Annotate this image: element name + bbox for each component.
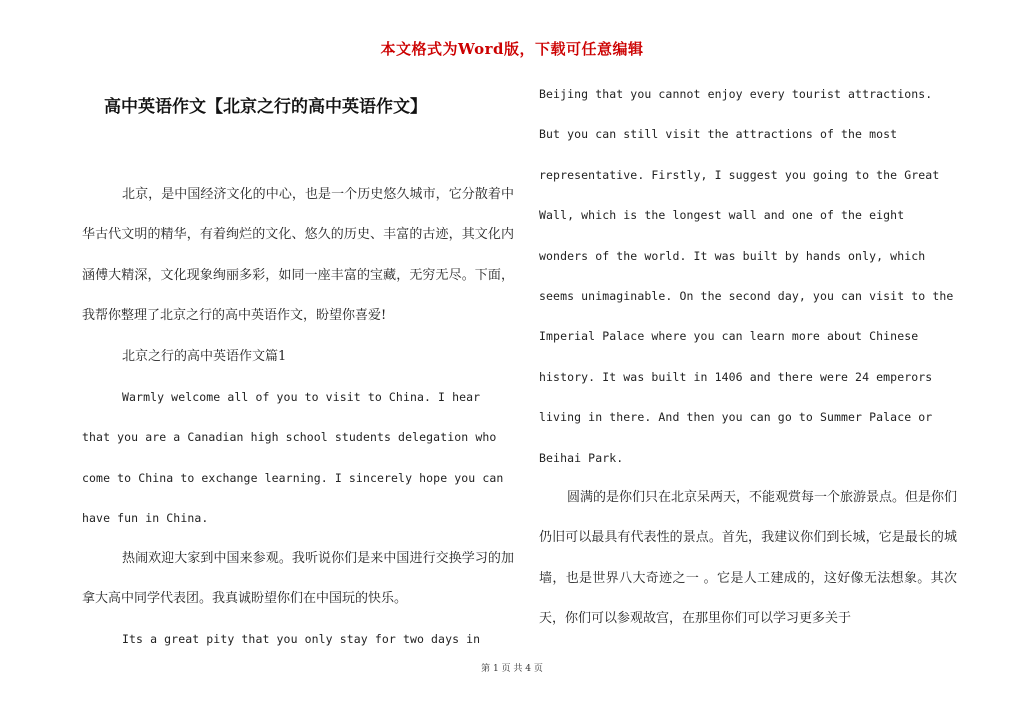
edit-notice-banner: 本文格式为Word版，下载可任意编辑 xyxy=(380,40,644,58)
english-paragraph-welcome: Warmly welcome all of you to visit to China. I hear that you are a Canadian high school students delegation who come to China to exchange learning. I sincerely hope you can have fun in China. xyxy=(82,390,504,526)
intro-paragraph: 北京，是中国经济文化的中心，也是一个历史悠久城市，它分散着中华古代文明的精华，有着绚烂的文化、悠久的历史、丰富的古迹，其文化内涵傅大精深，文化现象绚丽多彩，如同一座丰富的宝藏，无穷无尽。下面，我帮你整理了北京之行的高中英语作文，盼望你喜爱! xyxy=(82,187,514,324)
page-number-footer: 第 1 页 共 4 页 xyxy=(481,664,543,674)
left-column xyxy=(82,175,514,660)
chinese-paragraph-pity: 圆满的是你们只在北京呆两天，不能观赏每一个旅游景点。但是你们仍旧可以最具有代表性的景点。首先，我建议你们到长城，它是最长的城墙，也是世界八大奇迹之一 。它是人工建成的，这好像无法想象。其次天，你们可以参观故宫，在那里你们可以学习更多关于 xyxy=(539,490,958,627)
right-column xyxy=(539,74,957,640)
english-paragraph-pity-start: Its a great pity that you only stay for two days in xyxy=(122,632,481,647)
essay-heading: 北京之行的高中英语作文篇1 xyxy=(122,348,287,364)
document-title: 高中英语作文【北京之行的高中英语作文】 xyxy=(104,97,427,117)
chinese-paragraph-welcome: 热闹欢迎大家到中国来参观。我听说你们是来中国进行交换学习的加拿大高中同学代表团。我真诚盼望你们在中国玩的快乐。 xyxy=(82,550,514,607)
english-paragraph-pity-continued: Beijing that you cannot enjoy every tourist attractions. But you can still visit the attractions of the most representative. Firstly, I suggest you going to the Great Wall, which is the longest wall and one of the eight wonders of the world. It was built by hands only, which seems unimaginable. On the second day, you can visit to the Imperial Palace where you can learn more about Chinese history. It was built in 1406 and there were 24 emperors living in there. And then you can go to Summer Palace or Beihai Park. xyxy=(539,87,954,465)
